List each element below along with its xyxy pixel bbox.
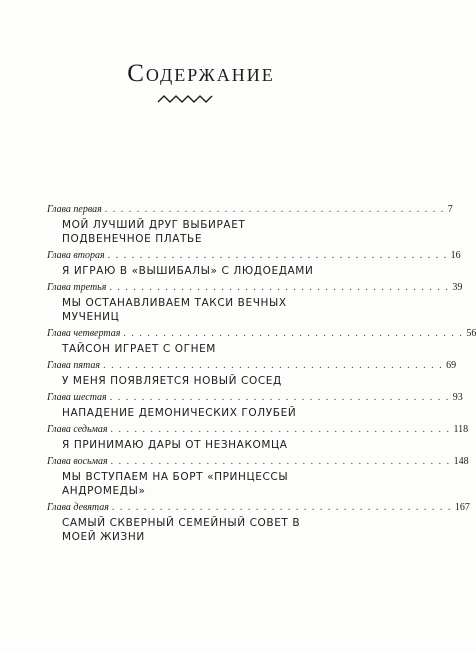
chapter-title: У МЕНЯ ПОЯВЛЯЕТСЯ НОВЫЙ СОСЕД xyxy=(62,375,282,387)
chapter-label: Глава четвертая xyxy=(47,328,121,339)
page-number: 16 xyxy=(450,250,461,261)
chapter-label: Глава пятая xyxy=(47,360,101,371)
toc-entry-2[interactable] xyxy=(47,250,461,278)
page-number: 93 xyxy=(452,392,463,403)
table-of-contents xyxy=(47,204,476,548)
toc-entry-6[interactable] xyxy=(47,392,463,420)
page-number: 56 xyxy=(466,328,476,339)
chapter-title: Я ИГРАЮ В «ВЫШИБАЛЫ» С ЛЮДОЕДАМИ xyxy=(62,265,314,277)
chapter-label: Глава девятая xyxy=(47,502,109,513)
page-title: Содержание xyxy=(127,60,275,87)
dot-leader: . . . . . . . . . . . . . . . . . . . . . . . . . . . . . . . . . . . . . . . . . . . xyxy=(110,424,451,435)
toc-entry-1[interactable] xyxy=(47,204,453,246)
page-number: 118 xyxy=(453,424,469,435)
chapter-title: МЫ ОСТАНАВЛИВАЕМ ТАКСИ ВЕЧНЫХ МУЧЕНИЦ xyxy=(62,297,287,323)
toc-entry-5[interactable] xyxy=(47,360,457,388)
dot-leader: . . . . . . . . . . . . . . . . . . . . . . . . . . . . . . . . . . . . . . . . . . . xyxy=(111,502,452,513)
page-number: 69 xyxy=(446,360,457,371)
toc-entry-4[interactable] xyxy=(47,328,476,356)
dot-leader: . . . . . . . . . . . . . . . . . . . . . . . . . . . . . . . . . . . . . . . . . . . xyxy=(109,282,450,293)
dot-leader: . . . . . . . . . . . . . . . . . . . . . . . . . . . . . . . . . . . . . . . . . . . xyxy=(104,204,445,215)
toc-entry-7[interactable] xyxy=(47,424,469,452)
chapter-title: ТАЙСОН ИГРАЕТ С ОГНЕМ xyxy=(62,343,216,355)
chapter-label: Глава восьмая xyxy=(47,456,108,467)
chapter-label: Глава шестая xyxy=(47,392,107,403)
dot-leader: . . . . . . . . . . . . . . . . . . . . . . . . . . . . . . . . . . . . . . . . . . . xyxy=(110,456,451,467)
chapter-title: МЫ ВСТУПАЕМ НА БОРТ «ПРИНЦЕССЫ АНДРОМЕДЫ» xyxy=(62,471,289,497)
chapter-label: Глава первая xyxy=(47,204,102,215)
page-number: 148 xyxy=(453,456,469,467)
dot-leader: . . . . . . . . . . . . . . . . . . . . . . . . . . . . . . . . . . . . . . . . . . . xyxy=(123,328,464,339)
toc-entry-8[interactable] xyxy=(47,456,469,498)
chapter-label: Глава седьмая xyxy=(47,424,108,435)
chapter-title: НАПАДЕНИЕ ДЕМОНИЧЕСКИХ ГОЛУБЕЙ xyxy=(62,407,297,419)
chapter-title: Я ПРИНИМАЮ ДАРЫ ОТ НЕЗНАКОМЦА xyxy=(62,439,288,451)
page-number: 7 xyxy=(447,204,453,215)
dot-leader: . . . . . . . . . . . . . . . . . . . . . . . . . . . . . . . . . . . . . . . . . . . xyxy=(109,392,450,403)
chapter-label: Глава вторая xyxy=(47,250,105,261)
chapter-label: Глава третья xyxy=(47,282,107,293)
toc-entry-3[interactable] xyxy=(47,282,463,324)
wave-ornament-icon xyxy=(156,93,216,105)
chapter-title: САМЫЙ СКВЕРНЫЙ СЕМЕЙНЫЙ СОВЕТ В МОЕЙ ЖИЗНИ xyxy=(62,517,301,543)
dot-leader: . . . . . . . . . . . . . . . . . . . . . . . . . . . . . . . . . . . . . . . . . . . xyxy=(107,250,448,261)
page-number: 167 xyxy=(454,502,470,513)
chapter-title: МОЙ ЛУЧШИЙ ДРУГ ВЫБИРАЕТ ПОДВЕНЕЧНОЕ ПЛАТЬЕ xyxy=(62,219,246,245)
dot-leader: . . . . . . . . . . . . . . . . . . . . . . . . . . . . . . . . . . . . . . . . . . . xyxy=(103,360,444,371)
toc-entry-9[interactable] xyxy=(47,502,470,544)
page-number: 39 xyxy=(452,282,463,293)
